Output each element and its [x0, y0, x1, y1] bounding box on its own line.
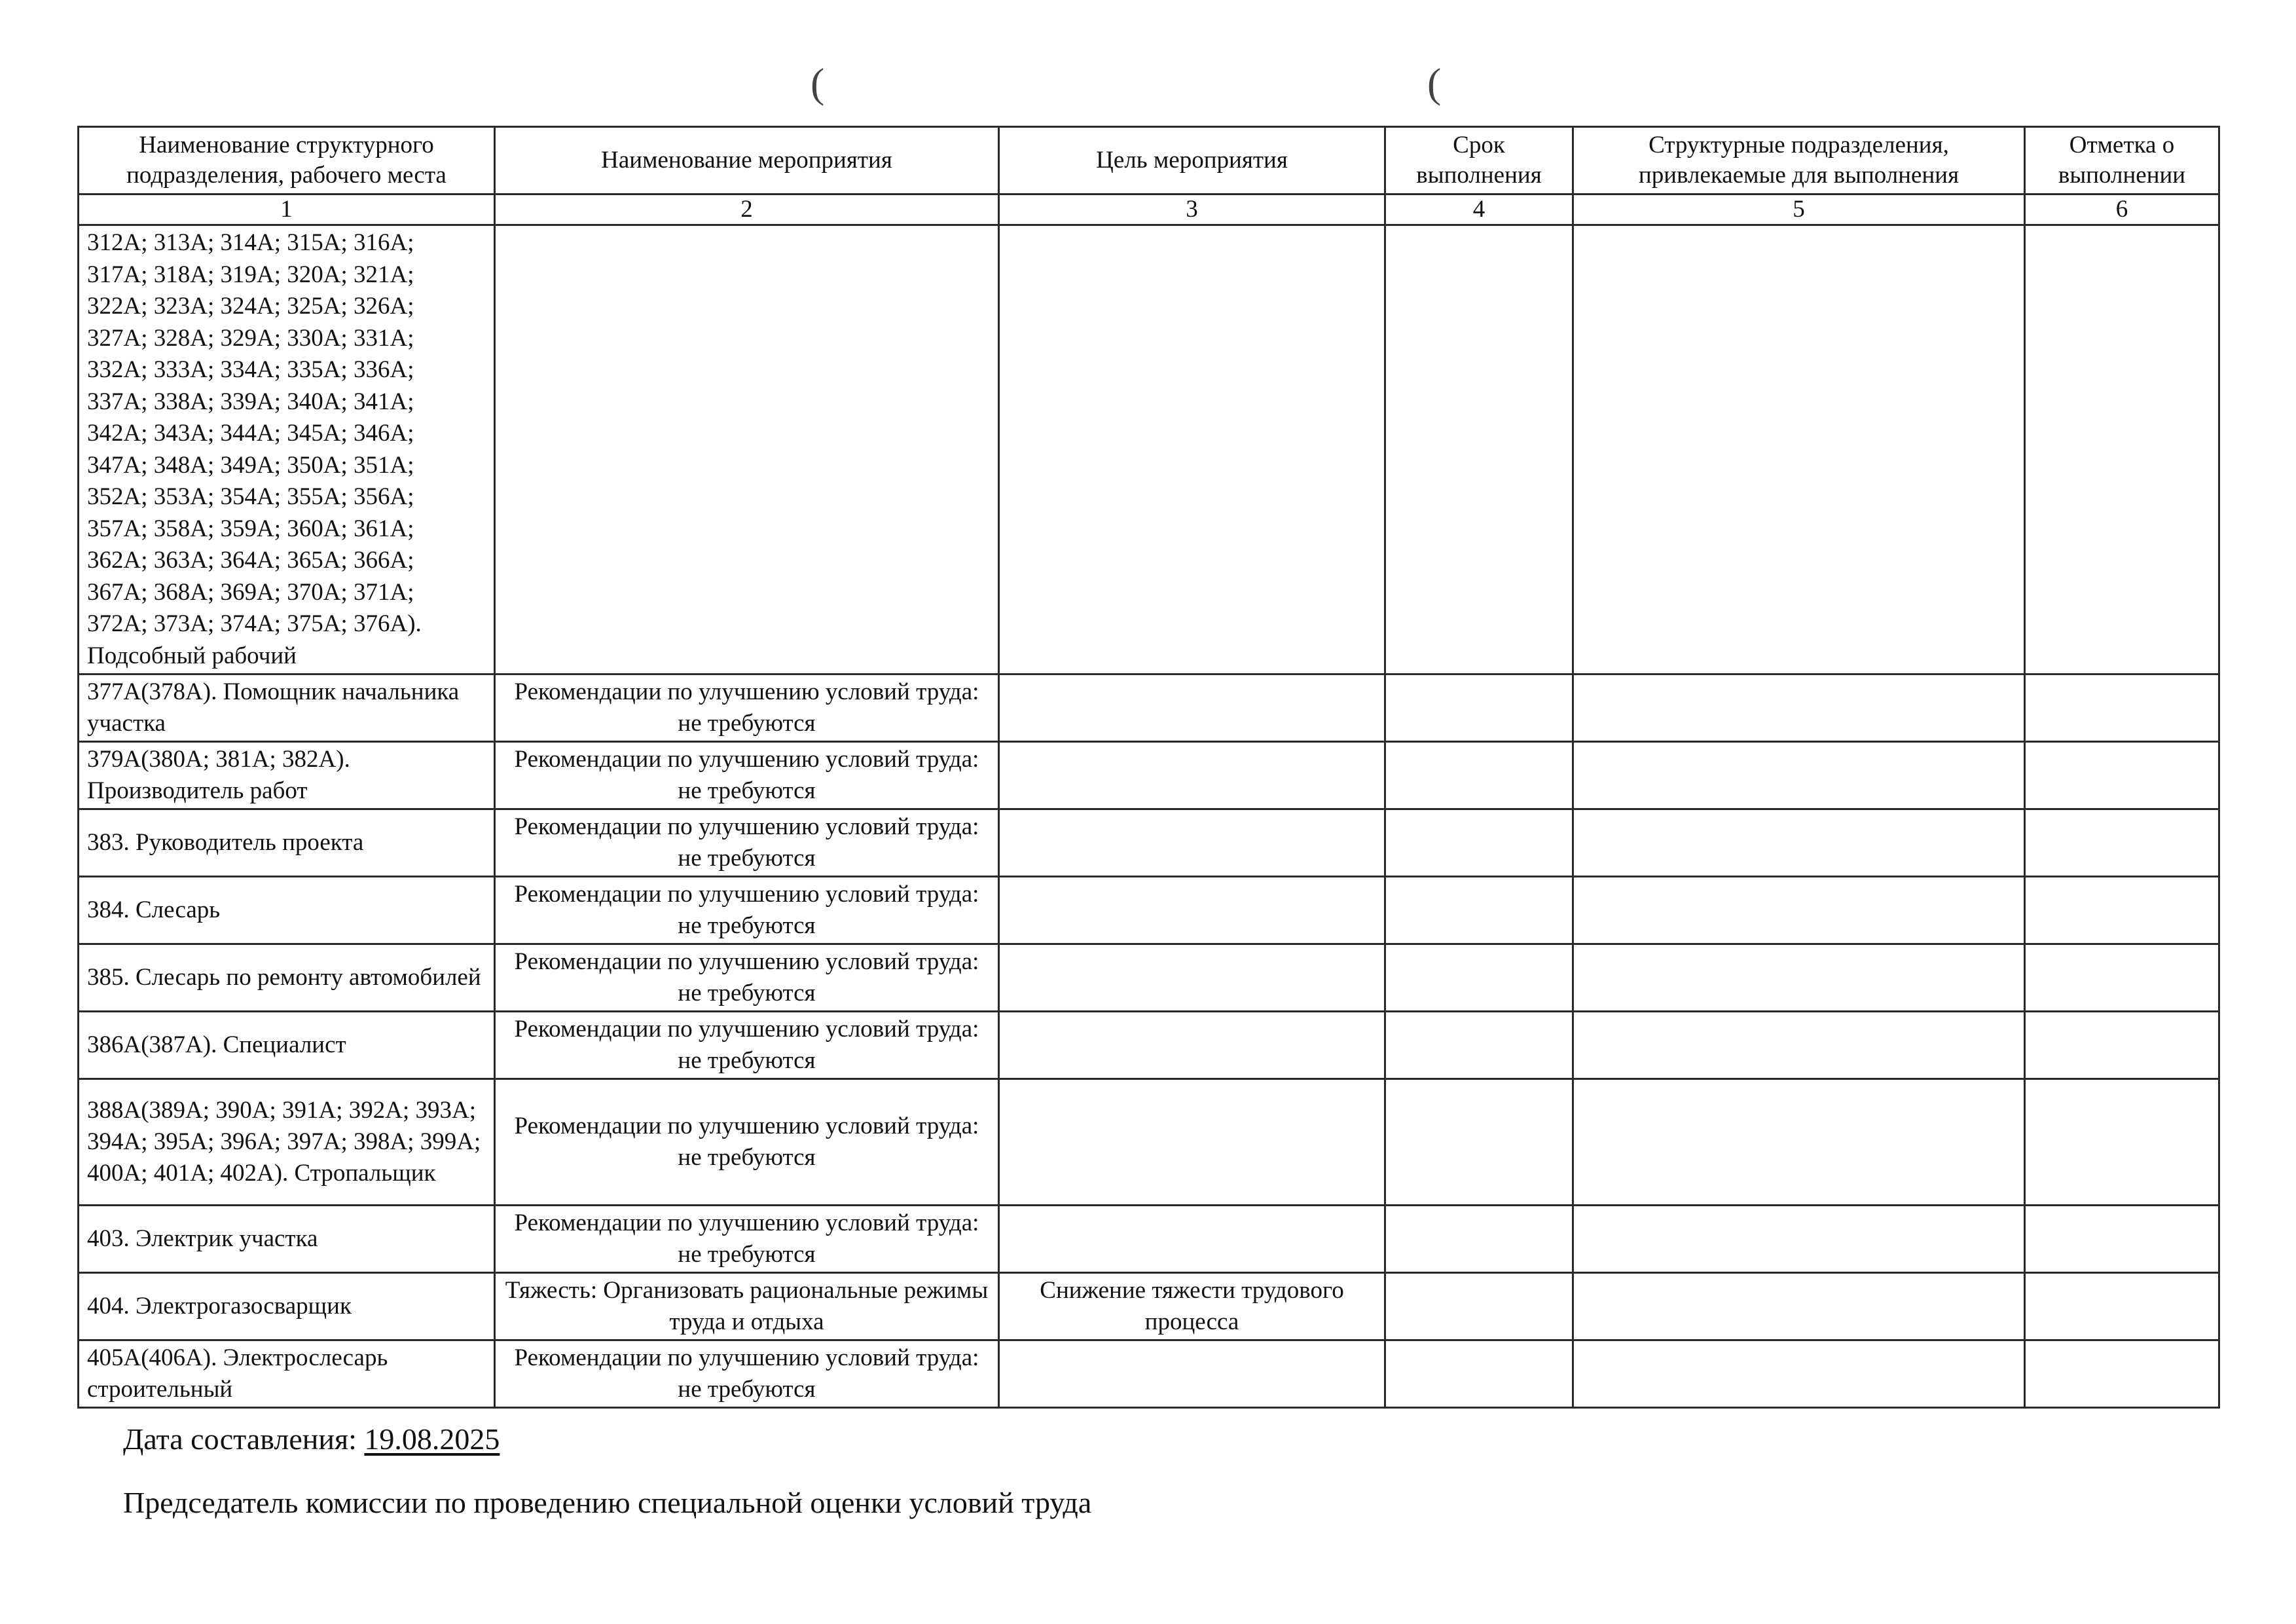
completion-cell	[2025, 1340, 2219, 1408]
measure-cell: Рекомендации по улучшению условий труда: не требуются	[495, 674, 999, 742]
workplace-cell: 384. Слесарь	[79, 877, 495, 944]
commission-chair-line: Председатель комиссии по проведению специальной оценки условий труда	[123, 1486, 1092, 1519]
deadline-cell	[1385, 674, 1573, 742]
completion-cell	[2025, 944, 2219, 1012]
completion-cell	[2025, 809, 2219, 877]
measure-cell: Рекомендации по улучшению условий труда: не требуются	[495, 809, 999, 877]
units-cell	[1573, 742, 2025, 809]
column-number: 1	[79, 194, 495, 225]
table-row	[79, 742, 2219, 809]
deadline-cell	[1385, 742, 1573, 809]
column-number: 2	[495, 194, 999, 225]
workplace-line: 342А; 343А; 344А; 345А; 346А;	[87, 420, 414, 447]
scan-bracket-mark: (	[811, 60, 825, 106]
column-number-row	[79, 194, 2219, 225]
column-number: 3	[999, 194, 1385, 225]
workplace-cell: 403. Электрик участка	[79, 1206, 495, 1273]
deadline-cell	[1385, 1206, 1573, 1273]
units-cell	[1573, 1012, 2025, 1079]
deadline-cell	[1385, 1079, 1573, 1206]
completion-cell	[2025, 742, 2219, 809]
measure-cell: Рекомендации по улучшению условий труда: не требуются	[495, 1340, 999, 1408]
deadline-cell	[1385, 1340, 1573, 1408]
table-row	[79, 1012, 2219, 1079]
units-cell	[1573, 1079, 2025, 1206]
completion-cell	[2025, 674, 2219, 742]
column-number: 4	[1385, 194, 1573, 225]
workplace-cell: 386А(387А). Специалист	[79, 1012, 495, 1079]
table-row	[79, 1206, 2219, 1273]
compilation-date	[123, 1420, 500, 1459]
workplace-cell: 404. Электрогазосварщик	[79, 1273, 495, 1340]
workplace-line: 352А; 353А; 354А; 355А; 356А;	[87, 483, 414, 510]
measures-table	[77, 126, 2220, 1409]
measure-cell: Рекомендации по улучшению условий труда: не требуются	[495, 1012, 999, 1079]
workplace-cell: 388А(389А; 390А; 391А; 392А; 393А; 394А; 395А; 396А; 397А; 398А; 399А; 400А; 401А; 402А). Стропальщик	[79, 1079, 495, 1206]
units-cell	[1573, 944, 2025, 1012]
goal-cell	[999, 1079, 1385, 1206]
deadline-cell	[1385, 1012, 1573, 1079]
column-number: 5	[1573, 194, 2025, 225]
goal-cell	[999, 674, 1385, 742]
measure-cell: Рекомендации по улучшению условий труда: не требуются	[495, 742, 999, 809]
workplace-line: 327А; 328А; 329А; 330А; 331А;	[87, 324, 414, 352]
header-goal: Цель мероприятия	[999, 127, 1385, 194]
header-units: Структурные подразделения, привлекаемые для выполнения	[1573, 127, 2025, 194]
units-cell	[1573, 225, 2025, 674]
workplace-line: 357А; 358А; 359А; 360А; 361А;	[87, 515, 414, 542]
table-row	[79, 674, 2219, 742]
units-cell	[1573, 877, 2025, 944]
goal-cell	[999, 809, 1385, 877]
deadline-cell	[1385, 1273, 1573, 1340]
measure-cell: Рекомендации по улучшению условий труда: не требуются	[495, 1079, 999, 1206]
table-row	[79, 1340, 2219, 1408]
workplace-cell: 379А(380А; 381А; 382А). Производитель работ	[79, 742, 495, 809]
table-row	[79, 809, 2219, 877]
workplace-line: 337А; 338А; 339А; 340А; 341А;	[87, 388, 414, 415]
column-number: 6	[2025, 194, 2219, 225]
table-row	[79, 1273, 2219, 1340]
workplace-cell: 385. Слесарь по ремонту автомобилей	[79, 944, 495, 1012]
workplace-line: 362А; 363А; 364А; 365А; 366А;	[87, 547, 414, 574]
workplace-line: Подсобный рабочий	[87, 642, 297, 669]
workplace-line: 332А; 333А; 334А; 335А; 336А;	[87, 356, 414, 383]
workplace-line: 317А; 318А; 319А; 320А; 321А;	[87, 261, 414, 288]
units-cell	[1573, 674, 2025, 742]
goal-cell: Снижение тяжести трудового процесса	[999, 1273, 1385, 1340]
workplace-cell	[79, 225, 495, 674]
workplace-cell: 405А(406А). Электрослесарь строительный	[79, 1340, 495, 1408]
completion-cell	[2025, 877, 2219, 944]
measure-cell	[495, 225, 999, 674]
workplace-line: 367А; 368А; 369А; 370А; 371А;	[87, 578, 414, 606]
completion-cell	[2025, 1206, 2219, 1273]
deadline-cell	[1385, 225, 1573, 674]
header-completion: Отметка о выполнении	[2025, 127, 2219, 194]
workplace-cell: 377А(378А). Помощник начальника участка	[79, 674, 495, 742]
header-workplace: Наименование структурного подразделения, рабочего места	[79, 127, 495, 194]
workplace-line: 322А; 323А; 324А; 325А; 326А;	[87, 293, 414, 320]
workplace-line: 312А; 313А; 314А; 315А; 316А;	[87, 229, 414, 256]
table-row	[79, 944, 2219, 1012]
deadline-cell	[1385, 944, 1573, 1012]
goal-cell	[999, 944, 1385, 1012]
table-row	[79, 877, 2219, 944]
date-label: Дата составления:	[123, 1422, 357, 1456]
measure-cell: Рекомендации по улучшению условий труда: не требуются	[495, 944, 999, 1012]
goal-cell	[999, 1340, 1385, 1408]
goal-cell	[999, 742, 1385, 809]
completion-cell	[2025, 1079, 2219, 1206]
header-deadline: Срок выполнения	[1385, 127, 1573, 194]
header-measure: Наименование мероприятия	[495, 127, 999, 194]
units-cell	[1573, 1340, 2025, 1408]
completion-cell	[2025, 1273, 2219, 1340]
completion-cell	[2025, 225, 2219, 674]
table-row	[79, 225, 2219, 674]
workplace-line: 347А; 348А; 349А; 350А; 351А;	[87, 451, 414, 479]
table-row	[79, 1079, 2219, 1206]
deadline-cell	[1385, 877, 1573, 944]
table-header-row	[79, 127, 2219, 194]
goal-cell	[999, 1206, 1385, 1273]
completion-cell	[2025, 1012, 2219, 1079]
deadline-cell	[1385, 809, 1573, 877]
scan-bracket-mark: (	[1427, 60, 1442, 106]
units-cell	[1573, 1273, 2025, 1340]
measure-cell: Рекомендации по улучшению условий труда: не требуются	[495, 877, 999, 944]
goal-cell	[999, 1012, 1385, 1079]
measure-cell: Тяжесть: Организовать рациональные режимы труда и отдыха	[495, 1273, 999, 1340]
date-value: 19.08.2025	[364, 1422, 500, 1456]
units-cell	[1573, 809, 2025, 877]
goal-cell	[999, 225, 1385, 674]
measure-cell: Рекомендации по улучшению условий труда: не требуются	[495, 1206, 999, 1273]
workplace-cell: 383. Руководитель проекта	[79, 809, 495, 877]
units-cell	[1573, 1206, 2025, 1273]
goal-cell	[999, 877, 1385, 944]
workplace-line: 372А; 373А; 374А; 375А; 376А).	[87, 610, 422, 637]
